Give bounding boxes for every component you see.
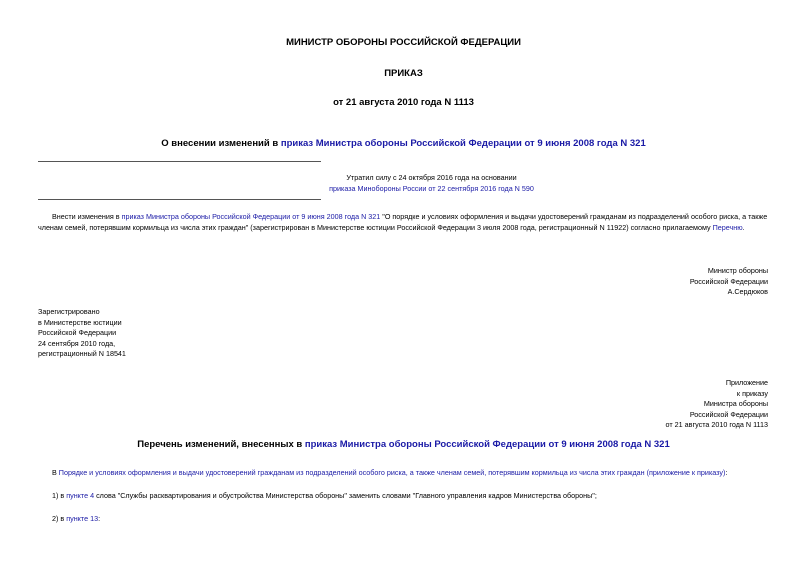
registration-line: в Министерстве юстиции	[38, 317, 122, 327]
signature-block	[568, 266, 768, 298]
body-text-b: "О порядке и условиях оформления и выдачи удостоверений гражданам из подразделений особого риска, а также членам семей, потерявшим кормильца из числа этих граждан" (зарегистрирован в Министерстве юстиции Российской Федерации 3 июля 2008 года, регистрационный N 11922) согласно прилагаемому	[38, 212, 768, 232]
item1-text-a: 1) в	[52, 491, 67, 500]
changes-title	[0, 439, 807, 450]
registration-line: Российской Федерации	[38, 328, 117, 337]
appendix-line: Приложение	[725, 378, 768, 387]
changes-intro-b: :	[725, 468, 728, 477]
document-date: от 21 августа 2010 года N 1113	[333, 97, 474, 108]
status-rule-top	[38, 161, 321, 162]
signature-name: А.Сердюков	[727, 287, 768, 296]
appendix-line: Министра обороны	[703, 399, 768, 408]
body-paragraph	[38, 212, 772, 233]
changes-item-2	[52, 514, 772, 525]
body-text-c: .	[742, 222, 745, 232]
status-rule-bottom	[38, 199, 321, 200]
item2-text-b: :	[98, 514, 101, 523]
body-text-a: Внести изменения в	[52, 212, 122, 221]
changes-intro	[52, 468, 772, 479]
document-subject	[0, 138, 807, 149]
signature-country: Российской Федерации	[689, 276, 768, 286]
signature-position: Министр обороны	[707, 266, 768, 275]
changes-title-prefix: Перечень изменений, внесенных в	[137, 439, 305, 450]
document-type: ПРИКАЗ	[384, 68, 423, 79]
appendix-line: Российской Федерации	[689, 409, 768, 419]
item1-link[interactable]: пункте 4	[66, 491, 95, 500]
document-authority: МИНИСТР ОБОРОНЫ РОССИЙСКОЙ ФЕДЕРАЦИИ	[286, 37, 521, 48]
changes-title-link[interactable]: приказ Министра обороны Российской Федерации от 9 июня 2008 года N 321	[304, 439, 670, 450]
registration-line: регистрационный N 18541	[38, 349, 126, 358]
appendix-block	[568, 378, 768, 431]
changes-intro-a: В	[52, 468, 59, 477]
subject-link[interactable]: приказ Министра обороны Российской Федерации от 9 июня 2008 года N 321	[280, 138, 646, 149]
registration-line: 24 сентября 2010 года,	[38, 338, 116, 348]
item1-text-b: слова "Службы расквартирования и обустройства Министерства обороны" заменить словами "Главного управления кадров Министерства обороны";	[94, 491, 597, 500]
changes-intro-link[interactable]: Порядке и условиях оформления и выдачи удостоверений гражданам из подразделений особого риска, а также членам семей, потерявшим кормильца из числа этих граждан (приложение к приказу)	[58, 468, 726, 477]
status-block	[0, 173, 807, 194]
registration-block	[38, 307, 238, 360]
appendix-line: к приказу	[736, 388, 768, 398]
item2-link[interactable]: пункте 13	[66, 514, 99, 523]
changes-item-1	[52, 491, 772, 502]
subject-prefix: О внесении изменений в	[161, 138, 281, 149]
body-list-link[interactable]: Перечню	[712, 222, 743, 232]
body-order-link[interactable]: приказ Министра обороны Российской Федерации от 9 июня 2008 года N 321	[121, 212, 381, 221]
appendix-line: от 21 августа 2010 года N 1113	[665, 420, 768, 429]
status-line: Утратил силу с 24 октября 2016 года на основании	[346, 173, 517, 182]
registration-line: Зарегистрировано	[38, 307, 100, 316]
item2-text-a: 2) в	[52, 514, 67, 523]
status-link[interactable]: приказа Минобороны России от 22 сентября 2016 года N 590	[329, 183, 534, 193]
